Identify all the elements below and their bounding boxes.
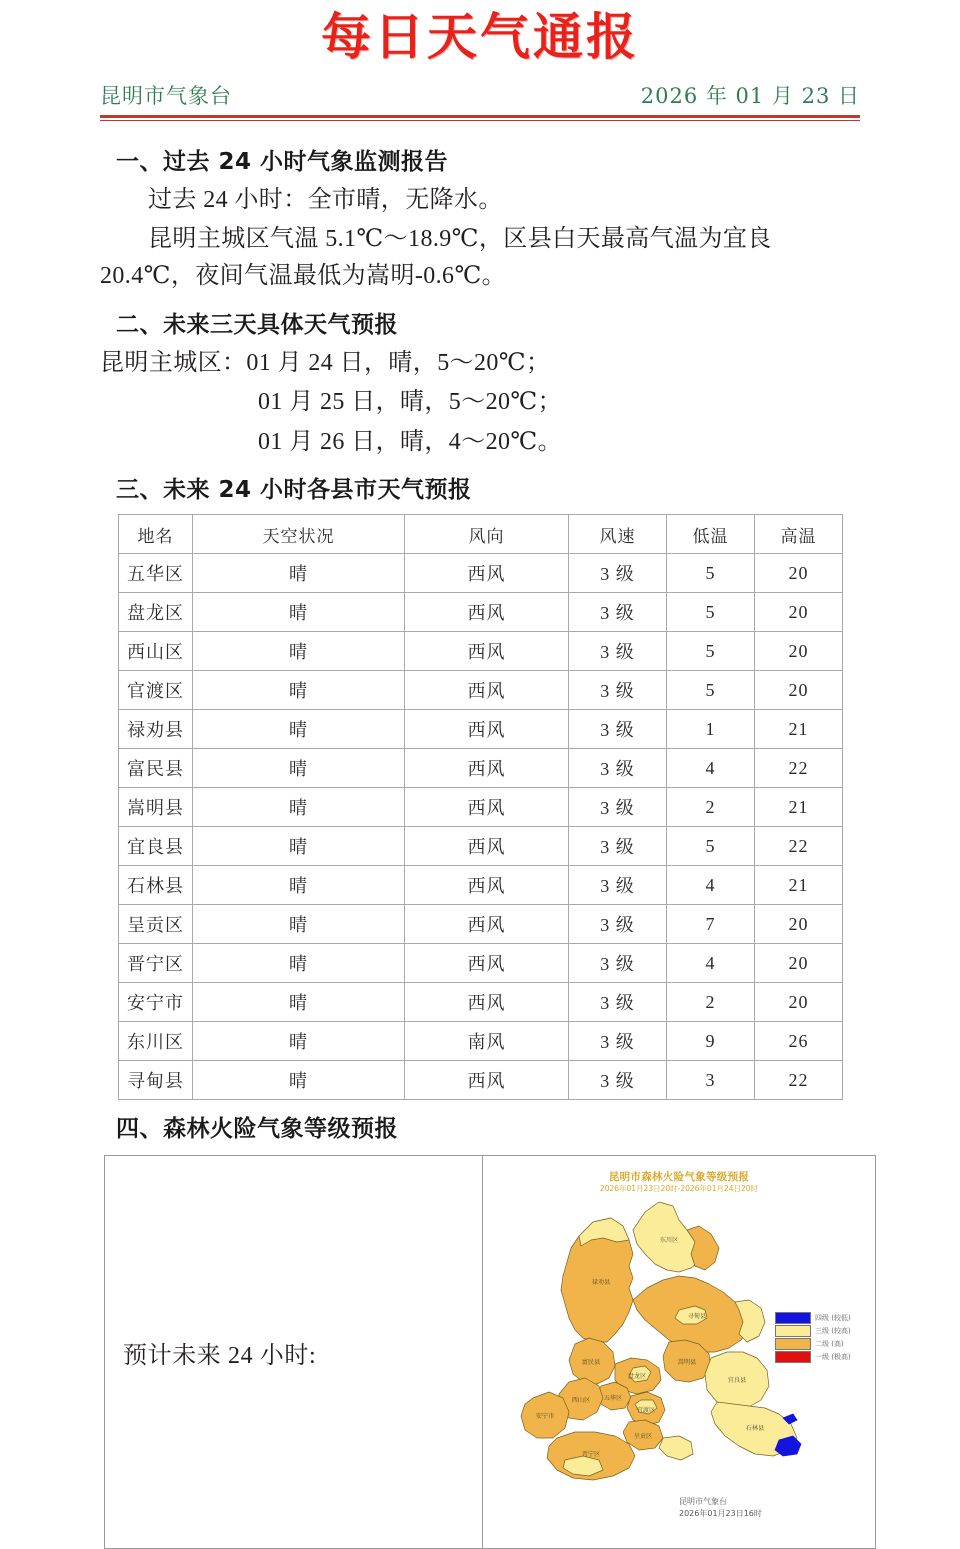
- column-header-1: 天空状况: [193, 515, 405, 554]
- cell-value: 22: [755, 827, 843, 866]
- cell-value: 西风: [405, 983, 569, 1022]
- section-three-heading: 三、未来 24 小时各县市天气预报: [116, 471, 860, 504]
- cell-location: 盘龙区: [119, 593, 193, 632]
- table-row: [119, 1022, 843, 1061]
- cell-value: 西风: [405, 710, 569, 749]
- map-label-songming: 嵩明县: [678, 1358, 697, 1366]
- legend-swatch: [775, 1351, 811, 1363]
- cell-value: 晴: [193, 632, 405, 671]
- table-row: [119, 1061, 843, 1100]
- cell-value: 西风: [405, 554, 569, 593]
- cell-value: 西风: [405, 632, 569, 671]
- map-label-xishan: 西山区: [572, 1396, 591, 1404]
- cell-value: 20: [755, 983, 843, 1022]
- forecast-day-3: 01 月 26 日，晴，4～20℃。: [100, 424, 860, 461]
- page-title: 每日天气通报: [0, 8, 960, 66]
- cell-value: 晴: [193, 593, 405, 632]
- legend-swatch: [775, 1338, 811, 1350]
- map-label-chenggong: 呈贡区: [634, 1432, 653, 1440]
- cell-value: 西风: [405, 671, 569, 710]
- map-label-dongchuan: 东川区: [660, 1236, 679, 1244]
- legend-item-0: [775, 1312, 863, 1324]
- column-header-4: 低温: [667, 515, 755, 554]
- cell-value: 西风: [405, 827, 569, 866]
- cell-value: 3 级: [569, 593, 667, 632]
- cell-location: 呈贡区: [119, 905, 193, 944]
- table-row: [119, 632, 843, 671]
- table-row: [119, 788, 843, 827]
- cell-value: 20: [755, 671, 843, 710]
- document-body: [100, 121, 860, 1549]
- column-header-2: 风向: [405, 515, 569, 554]
- cell-value: 3 级: [569, 983, 667, 1022]
- legend-item-3: [775, 1351, 863, 1363]
- cell-location: 东川区: [119, 1022, 193, 1061]
- cell-value: 21: [755, 866, 843, 905]
- cell-location: 石林县: [119, 866, 193, 905]
- map-title: 昆明市森林火险气象等级预报: [483, 1158, 875, 1184]
- cell-value: 3 级: [569, 749, 667, 788]
- table-row: [119, 983, 843, 1022]
- section-four-heading: 四、森林火险气象等级预报: [116, 1110, 860, 1143]
- cell-location: 禄劝县: [119, 710, 193, 749]
- section-one-paragraph-1: 过去 24 小时：全市晴，无降水。: [100, 182, 860, 219]
- section-one-heading: 一、过去 24 小时气象监测报告: [116, 143, 860, 176]
- cell-value: 7: [667, 905, 755, 944]
- county-forecast-table: [118, 514, 843, 1100]
- cell-location: 寻甸县: [119, 1061, 193, 1100]
- cell-value: 5: [667, 827, 755, 866]
- section-one-paragraph-2: 昆明主城区气温 5.1℃～18.9℃，区县白天最高气温为宜良 20.4℃，夜间气温最低为嵩明-0.6℃。: [100, 221, 860, 296]
- cell-location: 富民县: [119, 749, 193, 788]
- map-label-shilin: 石林县: [746, 1424, 765, 1432]
- section-two-heading: 二、未来三天具体天气预报: [116, 306, 860, 339]
- column-header-0: 地名: [119, 515, 193, 554]
- issuing-office: 昆明市气象台: [100, 80, 232, 110]
- table-row: [119, 710, 843, 749]
- column-header-3: 风速: [569, 515, 667, 554]
- table-row: [119, 671, 843, 710]
- cell-value: 晴: [193, 788, 405, 827]
- table-row: [119, 593, 843, 632]
- legend-label: 二级 (高): [815, 1339, 844, 1349]
- cell-value: 西风: [405, 593, 569, 632]
- cell-location: 官渡区: [119, 671, 193, 710]
- cell-value: 21: [755, 788, 843, 827]
- cell-location: 五华区: [119, 554, 193, 593]
- cell-value: 20: [755, 905, 843, 944]
- table-header-row: [119, 515, 843, 554]
- map-label-luquan: 禄劝县: [592, 1278, 611, 1286]
- cell-value: 20: [755, 944, 843, 983]
- fire-risk-note-text: 预计未来 24 小时:: [123, 1343, 316, 1369]
- cell-value: 晴: [193, 905, 405, 944]
- fire-risk-box: [104, 1155, 876, 1549]
- cell-value: 晴: [193, 944, 405, 983]
- map-label-jinning: 晋宁区: [582, 1450, 601, 1458]
- cell-value: 3 级: [569, 866, 667, 905]
- cell-value: 4: [667, 749, 755, 788]
- cell-value: 5: [667, 671, 755, 710]
- cell-value: 20: [755, 632, 843, 671]
- cell-value: 2: [667, 788, 755, 827]
- map-label-xundian: 寻甸县: [688, 1312, 707, 1320]
- cell-value: 3 级: [569, 905, 667, 944]
- legend-label: 四级 (较低): [815, 1313, 851, 1323]
- cell-value: 3 级: [569, 671, 667, 710]
- map-credit-time: 2026年01月23日16时: [679, 1508, 762, 1520]
- cell-value: 5: [667, 593, 755, 632]
- cell-value: 晴: [193, 710, 405, 749]
- cell-value: 西风: [405, 1061, 569, 1100]
- masthead: [0, 0, 960, 110]
- legend-label: 三级 (较高): [815, 1326, 851, 1336]
- map-label-wuhua: 五华区: [604, 1394, 623, 1402]
- cell-value: 晴: [193, 827, 405, 866]
- cell-value: 20: [755, 554, 843, 593]
- cell-value: 晴: [193, 983, 405, 1022]
- legend-item-2: [775, 1338, 863, 1350]
- cell-value: 3 级: [569, 827, 667, 866]
- table-row: [119, 749, 843, 788]
- map-credit: [679, 1496, 762, 1520]
- cell-value: 4: [667, 944, 755, 983]
- cell-value: 3 级: [569, 710, 667, 749]
- map-subtitle: 2026年01月23日20时-2026年01月24日20时: [483, 1184, 875, 1195]
- cell-value: 4: [667, 866, 755, 905]
- cell-location: 宜良县: [119, 827, 193, 866]
- cell-value: 3 级: [569, 788, 667, 827]
- cell-location: 晋宁区: [119, 944, 193, 983]
- column-header-5: 高温: [755, 515, 843, 554]
- cell-location: 嵩明县: [119, 788, 193, 827]
- cell-value: 2: [667, 983, 755, 1022]
- byline: [100, 80, 860, 110]
- map-credit-office: 昆明市气象台: [679, 1496, 762, 1508]
- legend-label: 一级 (极高): [815, 1352, 851, 1362]
- forecast-day-2: 01 月 25 日，晴，5～20℃；: [100, 384, 860, 421]
- cell-value: 晴: [193, 866, 405, 905]
- map-label-guandu: 官渡区: [637, 1406, 656, 1414]
- cell-value: 南风: [405, 1022, 569, 1061]
- map-label-yiliang: 宜良县: [728, 1376, 747, 1384]
- map-legend: [775, 1312, 863, 1364]
- cell-value: 晴: [193, 749, 405, 788]
- cell-value: 5: [667, 554, 755, 593]
- cell-value: 20: [755, 593, 843, 632]
- table-row: [119, 827, 843, 866]
- cell-location: 安宁市: [119, 983, 193, 1022]
- map-label-panlong: 盘龙区: [628, 1372, 647, 1380]
- table-row: [119, 905, 843, 944]
- cell-value: 西风: [405, 905, 569, 944]
- map-label-anning: 安宁市: [536, 1412, 555, 1420]
- map-label-fumin: 富民县: [582, 1358, 601, 1366]
- cell-value: 西风: [405, 866, 569, 905]
- cell-value: 5: [667, 632, 755, 671]
- cell-value: 晴: [193, 1061, 405, 1100]
- cell-value: 9: [667, 1022, 755, 1061]
- cell-value: 西风: [405, 944, 569, 983]
- cell-value: 晴: [193, 1022, 405, 1061]
- fire-risk-note-cell: [105, 1156, 483, 1549]
- cell-value: 26: [755, 1022, 843, 1061]
- cell-value: 21: [755, 710, 843, 749]
- legend-item-1: [775, 1325, 863, 1337]
- cell-value: 西风: [405, 749, 569, 788]
- legend-swatch: [775, 1312, 811, 1324]
- cell-value: 3 级: [569, 632, 667, 671]
- fire-risk-map-cell: [483, 1156, 876, 1549]
- cell-value: 3 级: [569, 1022, 667, 1061]
- table-body: [119, 554, 843, 1100]
- fire-risk-map: [483, 1158, 875, 1546]
- forecast-day-1: 昆明主城区：01 月 24 日，晴，5～20℃；: [100, 345, 860, 382]
- cell-location: 西山区: [119, 632, 193, 671]
- table-row: [119, 944, 843, 983]
- cell-value: 晴: [193, 671, 405, 710]
- legend-swatch: [775, 1325, 811, 1337]
- issue-date: 2026 年 01 月 23 日: [641, 80, 860, 110]
- cell-value: 1: [667, 710, 755, 749]
- cell-value: 22: [755, 1061, 843, 1100]
- cell-value: 晴: [193, 554, 405, 593]
- table-row: [119, 554, 843, 593]
- cell-value: 3 级: [569, 1061, 667, 1100]
- table-row: [119, 866, 843, 905]
- cell-value: 3 级: [569, 944, 667, 983]
- cell-value: 3 级: [569, 554, 667, 593]
- cell-value: 西风: [405, 788, 569, 827]
- cell-value: 22: [755, 749, 843, 788]
- cell-value: 3: [667, 1061, 755, 1100]
